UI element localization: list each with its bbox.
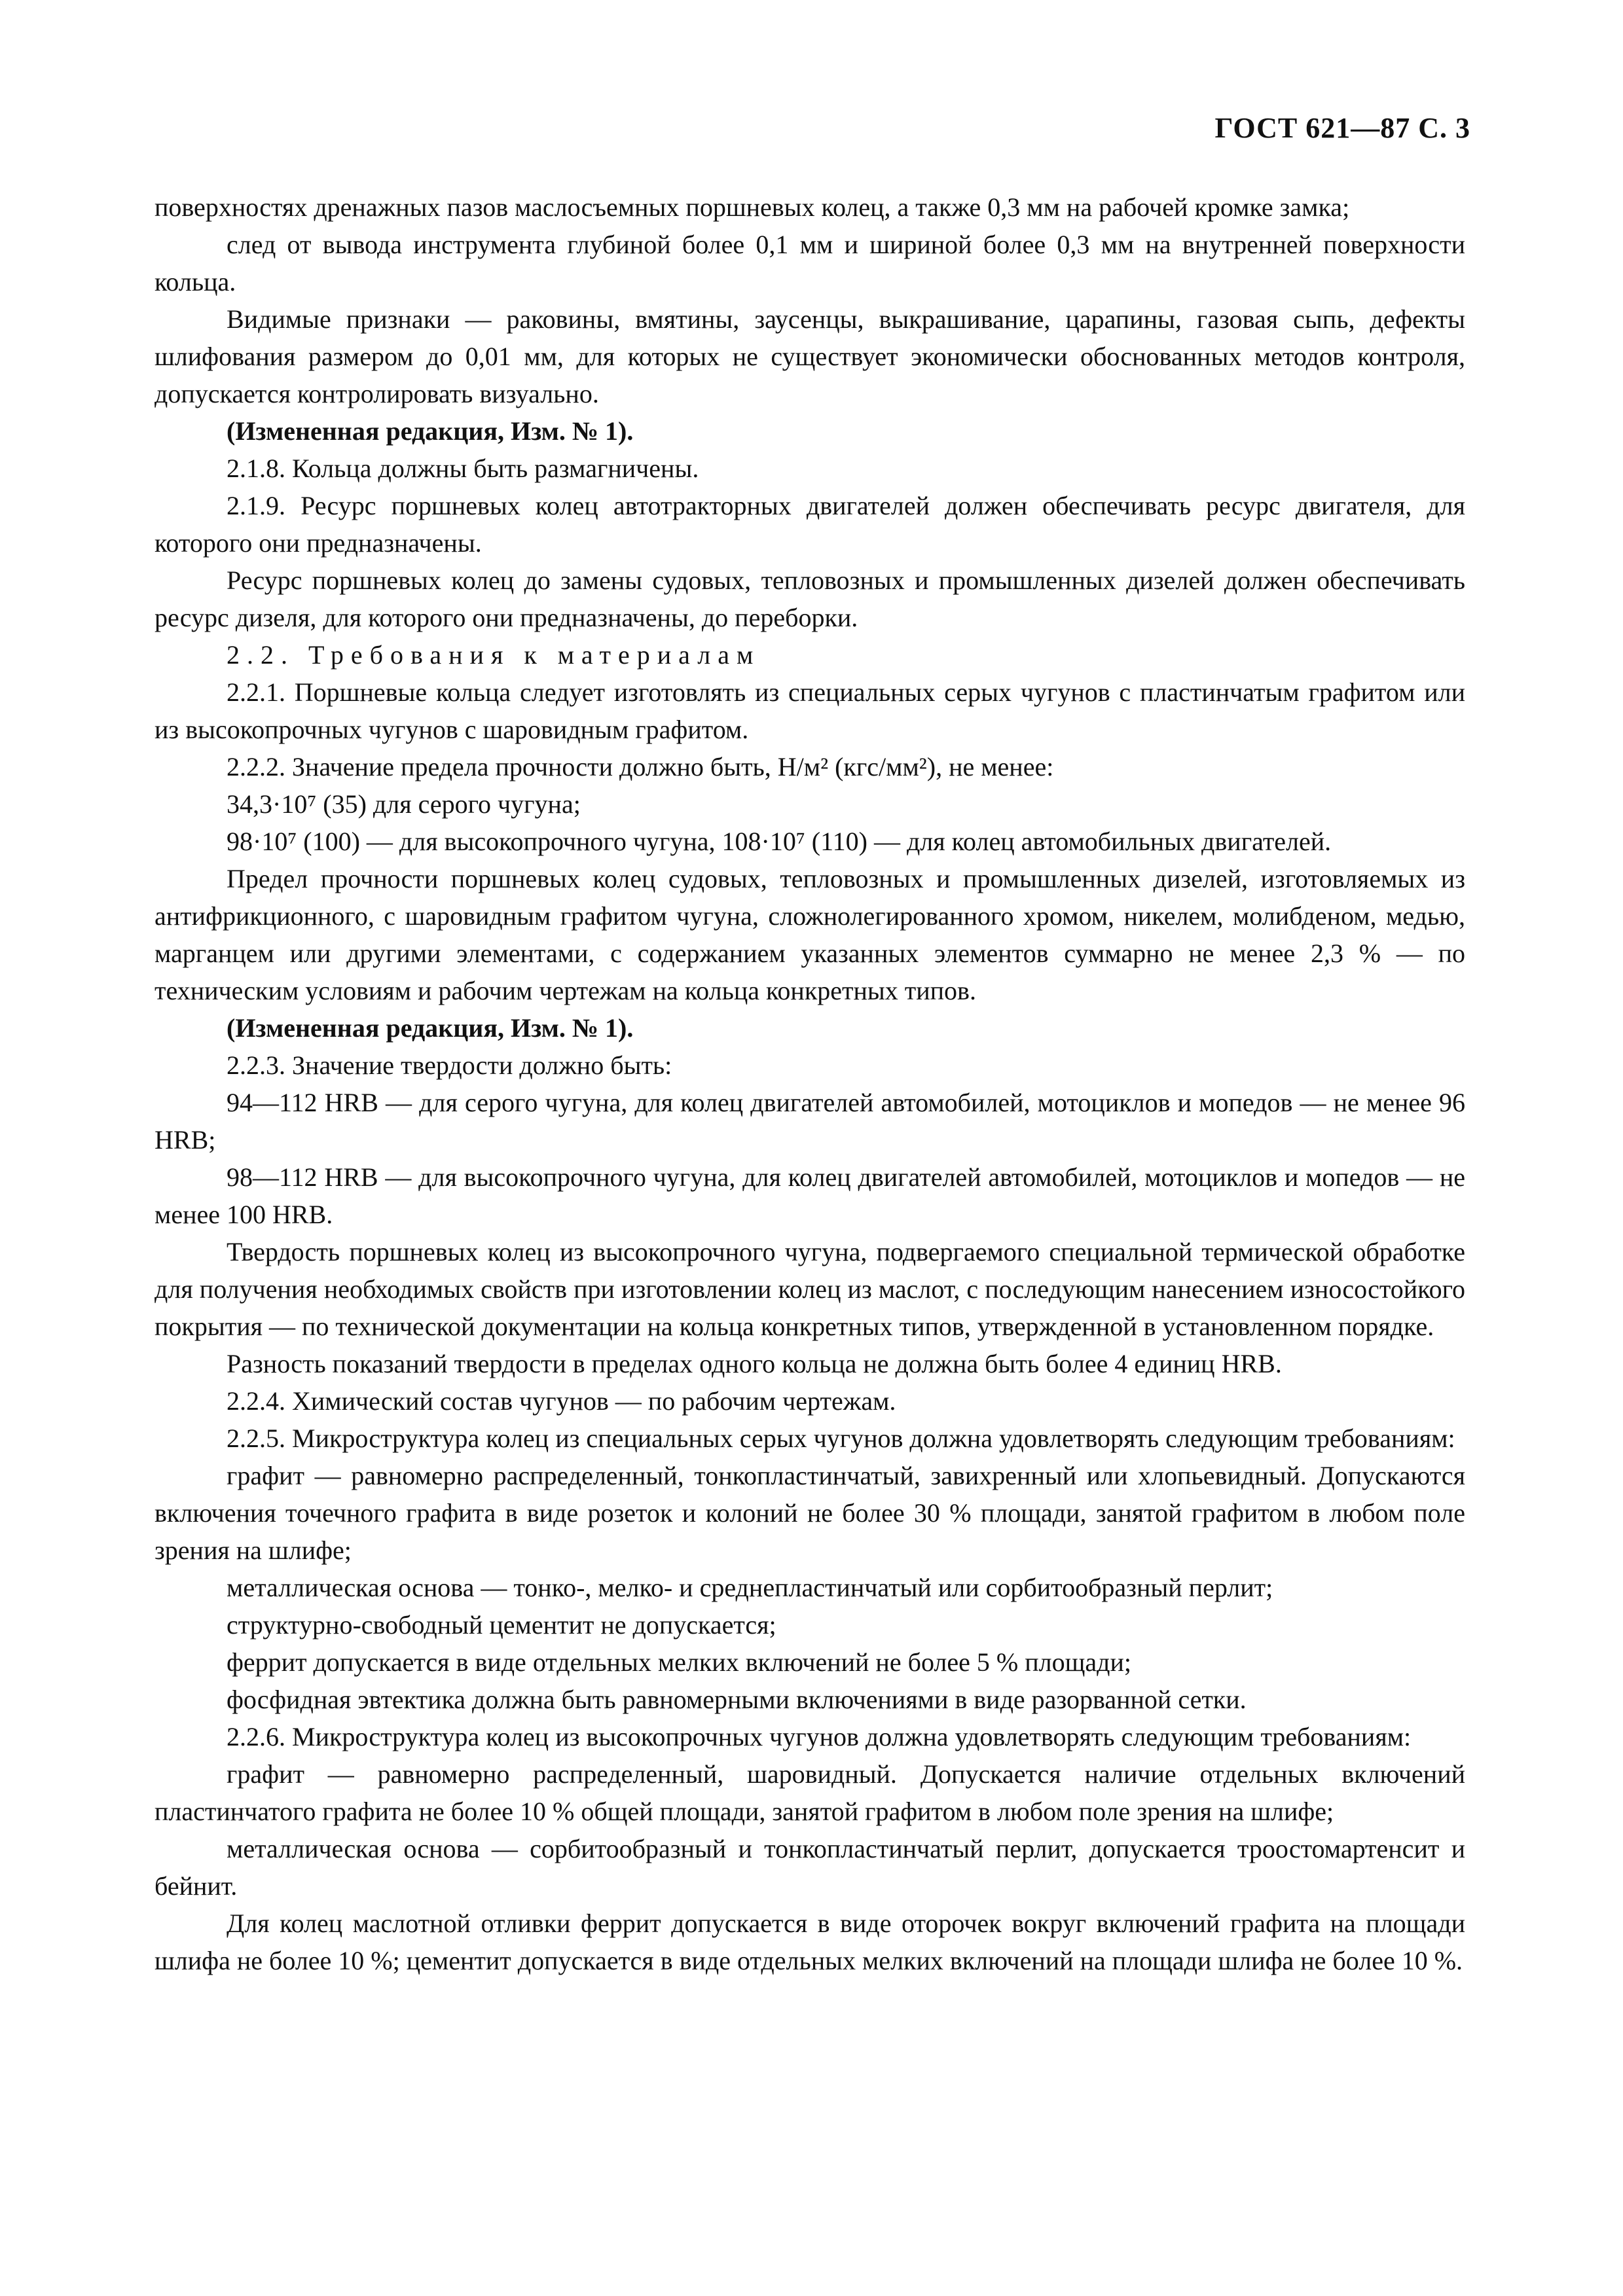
paragraph: металлическая основа — тонко-, мелко- и среднепластинчатый или сорбитообразный перлит; bbox=[227, 1573, 1273, 1602]
paragraph: Предел прочности поршневых колец судовых, тепловозных и промышленных дизелей, изготовляемых из антифрикционного, с шаровидным графитом чугуна, сложнолегированного хромом, никелем, молибденом, медью, марганцем или другими элементами, с содержанием указанных элементов суммарно не менее 2,3 % — по техническим условиям и рабочим чертежам на кольца конкретных типов. bbox=[155, 864, 1465, 1005]
document-body bbox=[155, 188, 1465, 1979]
paragraph: 2.1.9. Ресурс поршневых колец автотракторных двигателей должен обеспечивать ресурс двигателя, для которого они предназначены. bbox=[155, 491, 1465, 558]
paragraph: 2.2.2. Значение предела прочности должно быть, Н/м² (кгс/мм²), не менее: bbox=[227, 752, 1054, 781]
section-heading: 2.2. Требования к материалам bbox=[227, 640, 761, 670]
paragraph: Видимые признаки — раковины, вмятины, заусенцы, выкрашивание, царапины, газовая сыпь, дефекты шлифования размером до 0,01 мм, для которых не существует экономически обоснованных методов контроля, допускается контролировать визуально. bbox=[155, 304, 1465, 408]
paragraph: Для колец маслотной отливки феррит допускается в виде оторочек вокруг включений графита на площади шлифа не более 10 %; цементит допускается в виде отдельных мелких включений на площади шлифа не более 10 %. bbox=[155, 1909, 1465, 1975]
paragraph: 98·10⁷ (100) — для высокопрочного чугуна, 108·10⁷ (110) — для колец автомобильных двигателей. bbox=[227, 827, 1332, 856]
paragraph: металлическая основа — сорбитообразный и тонкопластинчатый перлит, допускается троостомартенсит и бейнит. bbox=[155, 1834, 1465, 1901]
paragraph: 2.2.3. Значение твердости должно быть: bbox=[227, 1050, 672, 1080]
paragraph: 2.2.4. Химический состав чугунов — по рабочим чертежам. bbox=[227, 1386, 896, 1416]
paragraph: графит — равномерно распределенный, шаровидный. Допускается наличие отдельных включений пластинчатого графита не более 10 % общей площади, занятой графитом в любом поле зрения на шлифе; bbox=[155, 1759, 1465, 1826]
paragraph: 2.1.8. Кольца должны быть размагничены. bbox=[227, 454, 699, 483]
paragraph: поверхностях дренажных пазов маслосъемных поршневых колец, а также 0,3 мм на рабочей кромке замка; bbox=[155, 192, 1350, 222]
paragraph: след от вывода инструмента глубиной более 0,1 мм и шириной более 0,3 мм на внутренней поверхности кольца. bbox=[155, 230, 1465, 296]
paragraph: Разность показаний твердости в пределах одного кольца не должна быть более 4 единиц HRB. bbox=[227, 1349, 1282, 1378]
paragraph: 98—112 HRB — для высокопрочного чугуна, для колец двигателей автомобилей, мотоциклов и мопедов — не менее 100 HRB. bbox=[155, 1162, 1465, 1229]
revision-note: (Измененная редакция, Изм. № 1). bbox=[227, 416, 634, 446]
paragraph: структурно-свободный цементит не допускается; bbox=[227, 1610, 776, 1640]
paragraph: Ресурс поршневых колец до замены судовых, тепловозных и промышленных дизелей должен обеспечивать ресурс дизеля, для которого они предназначены, до переборки. bbox=[155, 565, 1465, 632]
paragraph: 34,3·10⁷ (35) для серого чугуна; bbox=[227, 789, 581, 819]
page-header: ГОСТ 621—87 С. 3 bbox=[1214, 112, 1470, 144]
paragraph: феррит допускается в виде отдельных мелких включений не более 5 % площади; bbox=[227, 1647, 1131, 1677]
paragraph: фосфидная эвтектика должна быть равномерными включениями в виде разорванной сетки. bbox=[227, 1685, 1247, 1714]
paragraph: 2.2.1. Поршневые кольца следует изготовлять из специальных серых чугунов с пластинчатым графитом или из высокопрочных чугунов с шаровидным графитом. bbox=[155, 677, 1465, 744]
paragraph: графит — равномерно распределенный, тонкопластинчатый, завихренный или хлопьевидный. Допускаются включения точечного графита в виде розеток и колоний не более 30 % площади, занятой графитом в любом поле зрения на шлифе; bbox=[155, 1461, 1465, 1565]
paragraph: 2.2.6. Микроструктура колец из высокопрочных чугунов должна удовлетворять следующим требованиям: bbox=[227, 1722, 1412, 1751]
paragraph: 94—112 HRB — для серого чугуна, для колец двигателей автомобилей, мотоциклов и мопедов — не менее 96 HRB; bbox=[155, 1088, 1465, 1155]
revision-note: (Измененная редакция, Изм. № 1). bbox=[227, 1013, 634, 1043]
paragraph: Твердость поршневых колец из высокопрочного чугуна, подвергаемого специальной термической обработке для получения необходимых свойств при изготовлении колец из маслот, с последующим нанесением износостойкого покрытия — по технической документации на кольца конкретных типов, утвержденной в установленном порядке. bbox=[155, 1237, 1465, 1341]
paragraph: 2.2.5. Микроструктура колец из специальных серых чугунов должна удовлетворять следующим требованиям: bbox=[227, 1424, 1455, 1453]
